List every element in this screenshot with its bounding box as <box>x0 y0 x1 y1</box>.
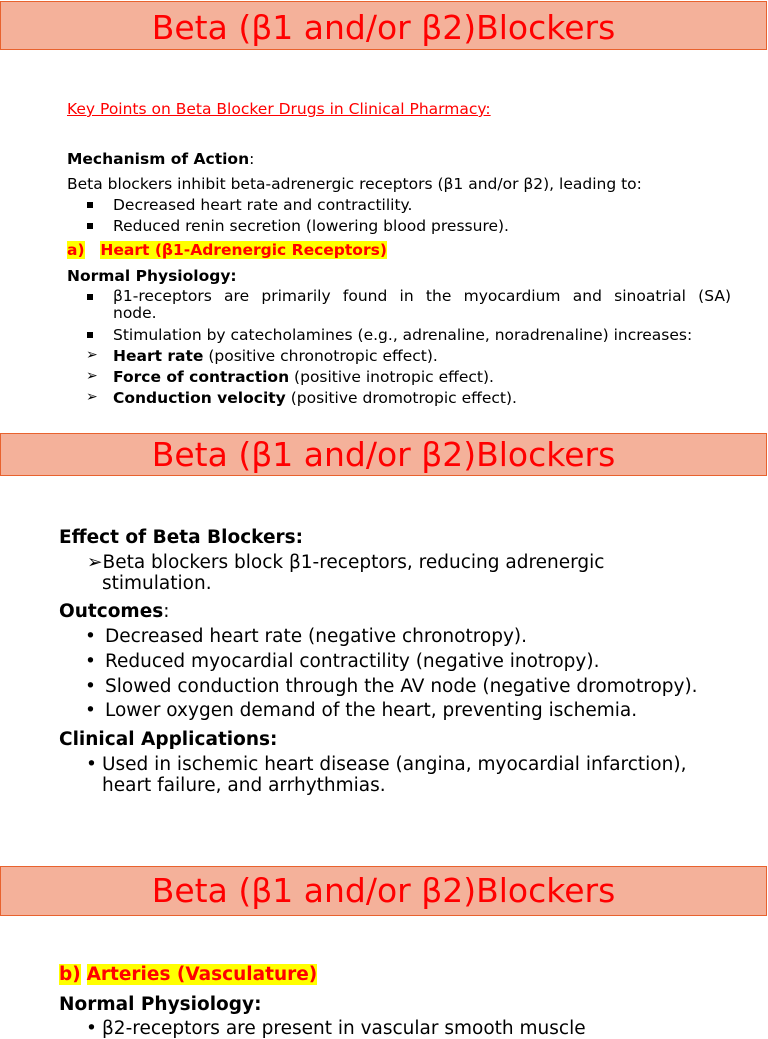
slide-title-banner <box>0 433 767 476</box>
outcomes-label: Outcomes <box>59 601 164 622</box>
outcome-text: Reduced myocardial contractility (negative inotropy). <box>105 651 600 672</box>
outcome-text: Lower oxygen demand of the heart, preventing ischemia. <box>105 700 638 721</box>
square-bullet-icon <box>87 202 93 208</box>
arrow-item-bold: Force of contraction <box>113 368 290 386</box>
clinical-text-line2: heart failure, and arrhythmias. <box>102 775 386 796</box>
arrow-item-bold: Heart rate <box>113 347 204 365</box>
effect-text-line1 <box>87 552 604 573</box>
partial-text: β2-receptors are present in vascular smooth muscle <box>102 1018 586 1039</box>
arrow-item-text: (positive chronotropic effect). <box>203 347 438 365</box>
effect-heading: Effect of Beta Blockers: <box>59 527 304 548</box>
normal-physiology-label: Normal Physiology: <box>59 994 262 1015</box>
arrow-bullet-icon: ➢ <box>86 368 98 384</box>
list-item <box>113 326 692 344</box>
arrow-item-text: (positive dromotropic effect). <box>285 389 517 407</box>
phys-bullet-text: Stimulation by catecholamines (e.g., adrenaline, noradrenaline) increases: <box>113 326 693 344</box>
list-item <box>85 676 698 697</box>
square-bullet-icon <box>87 294 93 300</box>
moa-colon: : <box>249 150 255 168</box>
dot-bullet-icon: • <box>86 1018 97 1039</box>
list-item <box>86 754 687 775</box>
moa-heading <box>67 150 254 168</box>
heart-heading <box>67 241 387 259</box>
slide-title: Beta (β1 and/or β2)Blockers <box>151 8 616 47</box>
outcome-text: Decreased heart rate (negative chronotropy). <box>105 626 528 647</box>
key-points-heading: Key Points on Beta Blocker Drugs in Clinical Pharmacy: <box>67 100 491 118</box>
clinical-text-line1: Used in ischemic heart disease (angina, myocardial infarction), <box>102 754 687 775</box>
outcome-text: Slowed conduction through the AV node (negative dromotropy). <box>105 676 698 697</box>
slide-title-banner <box>0 1 767 50</box>
list-item <box>86 1018 586 1039</box>
moa-label: Mechanism of Action <box>67 150 250 168</box>
list-item <box>113 196 412 214</box>
list-item <box>85 700 638 721</box>
dot-bullet-icon: • <box>85 651 96 672</box>
dot-bullet-icon: • <box>85 626 96 647</box>
clinical-applications-heading: Clinical Applications: <box>59 729 278 750</box>
arrow-item-text: (positive inotropic effect). <box>289 368 494 386</box>
list-item <box>85 626 528 647</box>
dot-bullet-icon: • <box>86 754 97 775</box>
dot-bullet-icon: • <box>85 700 96 721</box>
arteries-heading-text: Arteries (Vasculature) <box>86 964 318 985</box>
slide-title: Beta (β1 and/or β2)Blockers <box>151 435 616 474</box>
moa-text: Beta blockers inhibit beta-adrenergic receptors (β1 and/or β2), leading to: <box>67 175 642 193</box>
phys-bullet-line1: β1-receptors are primarily found in the myocardium and sinoatrial (SA) <box>113 287 731 305</box>
outcomes-heading <box>59 601 170 622</box>
arrow-bullet-icon: ➢ <box>87 552 103 573</box>
effect-text-line2: stimulation. <box>102 573 212 594</box>
normal-physiology-label: Normal Physiology: <box>67 267 237 285</box>
arrow-item-bold: Conduction velocity <box>113 389 286 407</box>
arrow-bullet-icon: ➢ <box>86 389 98 405</box>
heart-heading-text: Heart (β1-Adrenergic Receptors) <box>100 241 387 259</box>
phys-bullet-line2: node. <box>113 304 157 322</box>
list-item <box>86 389 517 407</box>
moa-bullet-text: Reduced renin secretion (lowering blood pressure). <box>113 217 509 235</box>
arteries-heading <box>59 964 317 985</box>
square-bullet-icon <box>87 332 93 338</box>
square-bullet-icon <box>87 223 93 229</box>
moa-bullet-text: Decreased heart rate and contractility. <box>113 196 413 214</box>
outcomes-colon: : <box>163 601 170 622</box>
dot-bullet-icon: • <box>85 676 96 697</box>
slide-title: Beta (β1 and/or β2)Blockers <box>151 871 616 910</box>
list-item <box>86 347 438 365</box>
list-item <box>85 651 600 672</box>
effect-text: Beta blockers block β1-receptors, reducing adrenergic <box>102 552 605 573</box>
heart-letter: a) <box>67 241 85 259</box>
list-item <box>113 217 509 235</box>
list-item <box>86 368 494 386</box>
arrow-bullet-icon: ➢ <box>86 347 98 363</box>
slide-title-banner <box>0 866 767 916</box>
list-item <box>113 288 731 322</box>
arteries-letter: b) <box>59 964 81 985</box>
